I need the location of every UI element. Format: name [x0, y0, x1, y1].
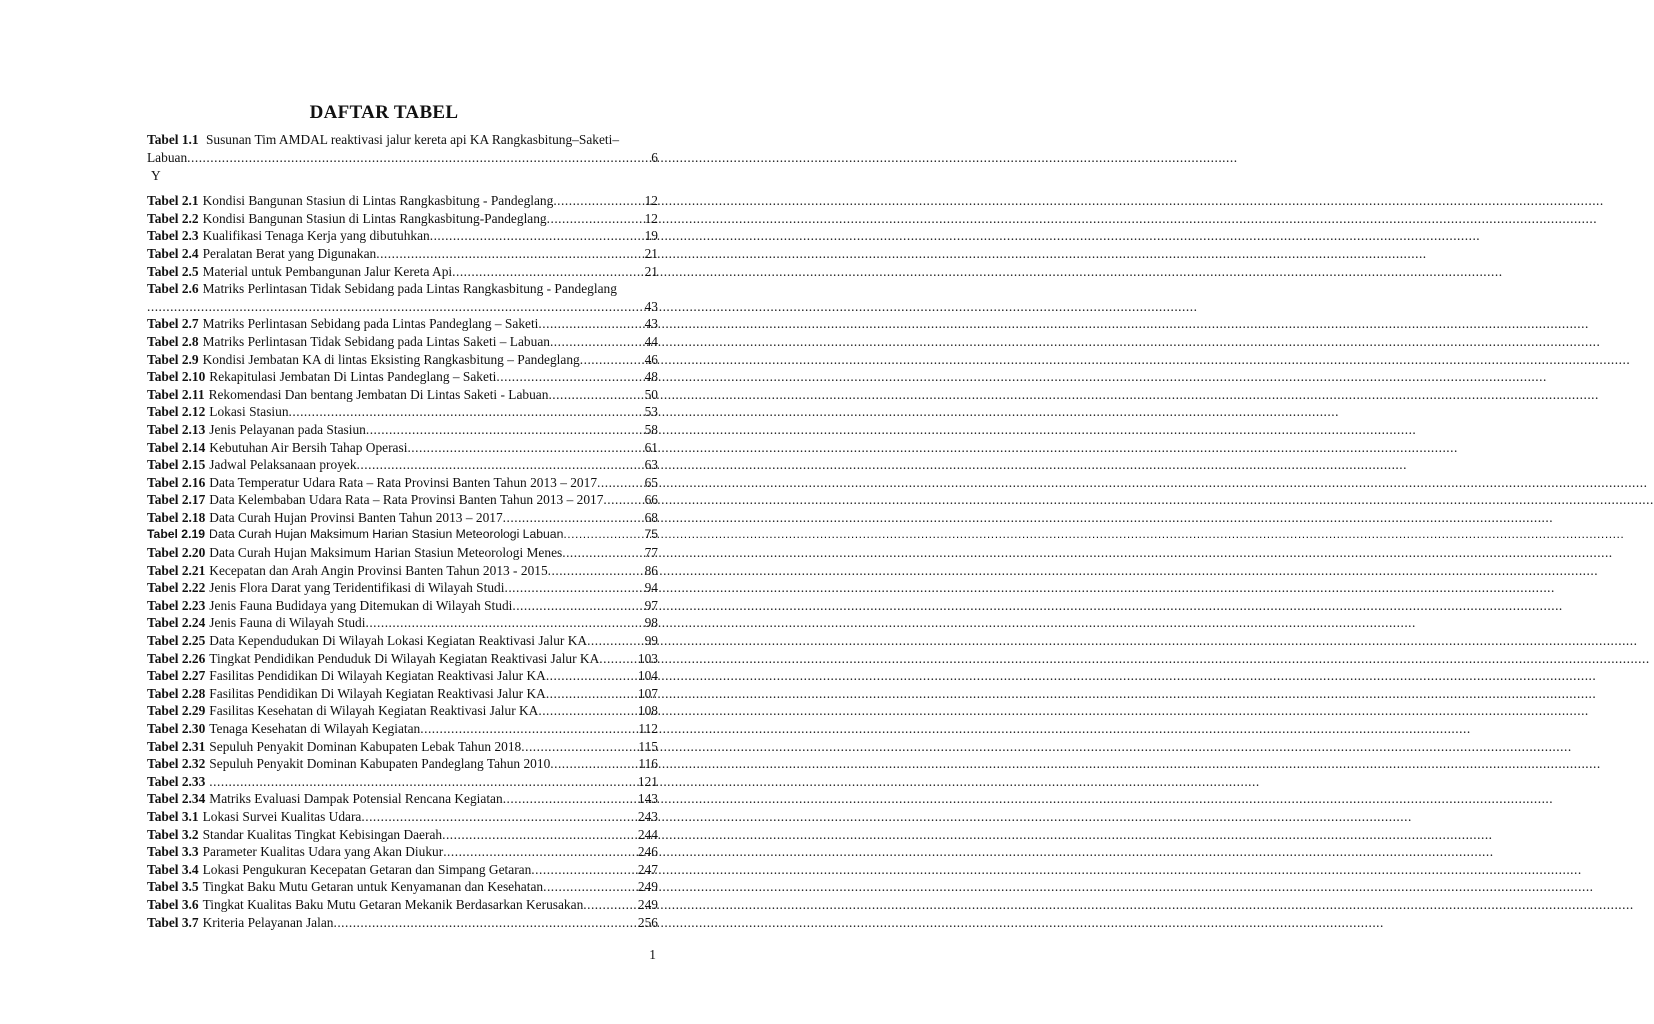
toc-entry — [147, 351, 658, 369]
toc-entry-page: 6 — [651, 149, 658, 165]
toc-entry-page: 97 — [644, 597, 658, 613]
toc-entry-list — [147, 192, 658, 931]
toc-entry-page: 108 — [637, 703, 658, 719]
toc-entry — [147, 192, 658, 210]
toc-entry-label: Tabel 2.24 — [147, 615, 206, 631]
toc-entry-text: Data Kelembaban Udara Rata – Rata Provinsi Banten Tahun 2013 – 2017 — [209, 492, 604, 508]
page-number: 1 — [649, 947, 656, 962]
toc-entry-label: Tabel 2.8 — [147, 333, 199, 349]
dot-leader — [357, 456, 644, 474]
toc-entry-label: Tabel 2.6 — [147, 281, 199, 297]
toc-entry-page: 48 — [644, 369, 658, 385]
toc-entry-page: 115 — [638, 738, 658, 754]
toc-entry-text: Kondisi Bangunan Stasiun di Lintas Rangkasbitung - Pandeglang — [202, 193, 554, 209]
toc-entry-page: 94 — [644, 580, 658, 596]
toc-entry — [147, 227, 658, 245]
toc-entry-text: Data Curah Hujan Maksimum Harian Stasiun Meteorologi Labuan — [209, 527, 564, 542]
toc-entry-page: 61 — [644, 439, 658, 455]
dot-leader — [563, 526, 643, 544]
toc-entry-text: Fasilitas Pendidikan Di Wilayah Kegiatan Reaktivasi Jalur KA — [209, 668, 546, 684]
toc-entry-label: Tabel 2.5 — [147, 263, 199, 279]
toc-entry-label: Tabel 2.9 — [147, 351, 199, 367]
toc-entry-page: 256 — [637, 914, 658, 930]
toc-entry-text: Jenis Flora Darat yang Teridentifikasi di Wilayah Studi — [209, 580, 505, 596]
toc-entry-page: 21 — [644, 263, 658, 279]
toc-entry-page: 53 — [644, 404, 658, 420]
toc-entry-label: Tabel 2.22 — [147, 580, 206, 596]
dot-leader — [562, 544, 643, 562]
toc-entry-label: Tabel 2.33 — [147, 773, 206, 789]
toc-entry — [147, 439, 658, 457]
dot-leader — [583, 896, 637, 914]
toc-entry-text: Sepuluh Penyakit Dominan Kabupaten Lebak Tahun 2018 — [209, 738, 522, 754]
toc-entry — [147, 702, 658, 720]
toc-entry-text: Parameter Kualitas Udara yang Akan Diukur — [202, 844, 444, 860]
toc-entry-label: Tabel 2.7 — [147, 316, 199, 332]
stray-character: Y — [151, 168, 161, 184]
toc-entry-label: Tabel 2.17 — [147, 492, 206, 508]
dot-leader — [547, 210, 644, 228]
dot-leader — [538, 702, 637, 720]
table-of-contents — [147, 131, 658, 931]
toc-entry-page: 116 — [638, 756, 658, 772]
toc-entry-text: Material untuk Pembangunan Jalur Kereta Api — [202, 263, 453, 279]
toc-entry-page: 99 — [644, 633, 658, 649]
toc-entry — [147, 210, 658, 228]
dot-leader — [209, 773, 637, 791]
toc-entry — [147, 650, 658, 668]
toc-entry-text: Rekapitulasi Jembatan Di Lintas Pandeglang – Saketi — [209, 369, 497, 385]
toc-entry — [147, 808, 658, 826]
toc-entry — [147, 386, 658, 404]
toc-entry-label: Tabel 3.2 — [147, 826, 199, 842]
toc-entry-text: Fasilitas Kesehatan di Wilayah Kegiatan Reaktivasi Jalur KA — [209, 703, 539, 719]
toc-entry-text: Peralatan Berat yang Digunakan — [202, 245, 377, 261]
toc-entry-text: Jenis Pelayanan pada Stasiun — [209, 421, 366, 437]
dot-leader — [548, 386, 643, 404]
dot-leader — [366, 421, 644, 439]
dot-leader — [597, 474, 644, 492]
toc-entry-label: Tabel 3.1 — [147, 808, 199, 824]
toc-entry-text: Tingkat Pendidikan Penduduk Di Wilayah Kegiatan Reaktivasi Jalur KA — [209, 650, 600, 666]
toc-entry — [147, 474, 658, 492]
toc-entry-page: 104 — [637, 668, 658, 684]
toc-entry-label: Tabel 2.15 — [147, 457, 206, 473]
toc-entry — [147, 861, 658, 879]
toc-entry-text: Jadwal Pelaksanaan proyek — [209, 457, 357, 473]
toc-entry — [147, 421, 658, 439]
toc-entry-label: Tabel 2.4 — [147, 245, 199, 261]
toc-entry — [147, 368, 658, 386]
dot-leader — [376, 245, 643, 263]
toc-entry-label: Tabel 2.18 — [147, 509, 206, 525]
toc-entry-text: Lokasi Pengukuran Kecepatan Getaran dan Simpang Getaran — [202, 861, 532, 877]
document-page — [0, 0, 768, 1024]
toc-entry — [147, 667, 658, 685]
toc-entry — [147, 685, 658, 703]
dot-leader — [603, 491, 643, 509]
dot-leader — [550, 333, 644, 351]
toc-entry-text-continued: Labuan — [147, 149, 188, 165]
toc-entry-continuation — [147, 149, 658, 167]
toc-entry — [147, 263, 658, 281]
toc-entry — [147, 491, 658, 509]
toc-entry-page: 249 — [637, 896, 658, 912]
toc-entry-page: 75 — [644, 527, 658, 542]
toc-entry — [147, 614, 658, 632]
toc-entry-page: 50 — [644, 386, 658, 402]
toc-entry-text: Kecepatan dan Arah Angin Provinsi Banten Tahun 2013 - 2015 — [209, 562, 548, 578]
dot-leader — [361, 808, 637, 826]
toc-entry-continuation — [147, 298, 658, 316]
toc-entry — [147, 738, 658, 756]
toc-entry-label: Tabel 2.10 — [147, 369, 206, 385]
toc-entry-page: 107 — [637, 685, 658, 701]
dot-leader — [550, 755, 637, 773]
toc-entry-page: 243 — [637, 808, 658, 824]
toc-entry — [147, 403, 658, 421]
toc-entry — [147, 526, 658, 544]
toc-entry — [147, 826, 658, 844]
dot-leader — [443, 843, 637, 861]
toc-entry-text: Tingkat Baku Mutu Getaran untuk Kenyamanan dan Kesehatan — [202, 879, 544, 895]
dot-leader — [452, 263, 643, 281]
toc-entry-text: Matriks Evaluasi Dampak Potensial Rencana Kegiatan — [209, 791, 503, 807]
toc-entry — [147, 914, 658, 932]
toc-entry-label: Tabel 2.26 — [147, 650, 206, 666]
dot-leader — [289, 403, 644, 421]
dot-leader — [407, 439, 643, 457]
toc-entry-page: 66 — [644, 492, 658, 508]
toc-entry-label: Tabel 2.12 — [147, 404, 206, 420]
dot-leader — [538, 315, 643, 333]
toc-entry-text: Kualifikasi Tenaga Kerja yang dibutuhkan — [202, 228, 430, 244]
toc-entry-label: Tabel 3.7 — [147, 914, 199, 930]
dot-leader — [580, 351, 644, 369]
dot-leader — [187, 149, 650, 167]
toc-entry-text: Kebutuhan Air Bersih Tahap Operasi — [209, 439, 408, 455]
toc-entry-page: 112 — [638, 721, 658, 736]
dot-leader — [504, 579, 643, 597]
toc-entry — [147, 896, 658, 914]
toc-entry-page: 21 — [644, 245, 658, 261]
toc-entry-text: Tenaga Kesehatan di Wilayah Kegiatan — [209, 721, 421, 736]
toc-entry-text: Fasilitas Pendidikan Di Wilayah Kegiatan Reaktivasi Jalur KA — [209, 685, 546, 701]
toc-entry-page: 246 — [637, 844, 658, 860]
dot-leader — [531, 861, 637, 879]
toc-entry-text: Kondisi Bangunan Stasiun di Lintas Rangkasbitung-Pandeglang — [202, 210, 547, 226]
toc-entry-text: Data Kependudukan Di Wilayah Lokasi Kegiatan Reaktivasi Jalur KA — [209, 633, 588, 649]
dot-leader — [553, 192, 643, 210]
toc-entry-page: 46 — [644, 351, 658, 367]
toc-entry-page: 43 — [644, 298, 658, 314]
toc-entry — [147, 245, 658, 263]
toc-entry-text: Sepuluh Penyakit Dominan Kabupaten Pandeglang Tahun 2010 — [209, 756, 551, 772]
toc-entry — [147, 509, 658, 527]
toc-entry — [147, 755, 658, 773]
toc-entry-page: 244 — [637, 826, 658, 842]
toc-entry-text: Data Curah Hujan Maksimum Harian Stasiun Meteorologi Menes — [209, 545, 563, 561]
page-title: DAFTAR TABEL — [309, 102, 459, 123]
dot-leader — [430, 227, 644, 245]
toc-entry-page: 43 — [644, 316, 658, 332]
toc-entry-page: 86 — [644, 562, 658, 578]
toc-entry-page: 143 — [637, 791, 658, 807]
toc-entry-text: Susunan Tim AMDAL reaktivasi jalur kereta api KA Rangkasbitung–Saketi– — [205, 132, 620, 147]
toc-entry-label: Tabel 2.1 — [147, 193, 199, 209]
toc-entry-text: Kondisi Jembatan KA di lintas Eksisting Rangkasbitung – Pandeglang — [202, 351, 580, 367]
toc-entry-page: 63 — [644, 457, 658, 473]
toc-entry-label: Tabel 3.5 — [147, 879, 199, 895]
toc-entry-page: 12 — [644, 210, 658, 226]
dot-leader — [496, 368, 643, 386]
toc-entry-page: 12 — [644, 193, 658, 209]
toc-entry-first — [147, 131, 658, 149]
toc-entry-page: 19 — [644, 228, 658, 244]
toc-entry — [147, 562, 658, 580]
toc-entry-page: 58 — [644, 421, 658, 437]
toc-entry-label: Tabel 2.31 — [147, 738, 206, 754]
dot-leader — [147, 298, 644, 316]
toc-entry — [147, 878, 658, 896]
toc-entry-label: Tabel 2.34 — [147, 791, 206, 807]
dot-leader — [543, 878, 637, 896]
toc-entry-label: Tabel 2.19 — [147, 527, 206, 542]
toc-entry — [147, 843, 658, 861]
dot-leader — [521, 738, 637, 756]
toc-entry-label: Tabel 2.20 — [147, 545, 206, 561]
toc-entry-page: 247 — [637, 861, 658, 877]
toc-entry-label: Tabel 3.6 — [147, 896, 199, 912]
toc-entry — [147, 790, 658, 808]
toc-entry-label: Tabel 3.4 — [147, 861, 199, 877]
toc-entry — [147, 597, 658, 615]
toc-entry-label: Tabel 2.23 — [147, 597, 206, 613]
toc-entry-label: Tabel 2.21 — [147, 562, 206, 578]
dot-leader — [442, 826, 637, 844]
toc-entry-text: Lokasi Survei Kualitas Udara — [202, 808, 362, 824]
toc-entry-text: Jenis Fauna di Wilayah Studi — [209, 615, 366, 631]
toc-entry-page: 44 — [644, 333, 658, 349]
toc-entry-text: Tingkat Kualitas Baku Mutu Getaran Mekanik Berdasarkan Kerusakan — [202, 896, 584, 912]
toc-entry-page: 77 — [644, 545, 658, 561]
dot-leader — [503, 509, 644, 527]
toc-entry-page: 103 — [637, 650, 658, 666]
toc-entry-label: Tabel 2.25 — [147, 633, 206, 649]
toc-entry-label: Tabel 2.13 — [147, 421, 206, 437]
toc-entry — [147, 456, 658, 474]
toc-entry-label: Tabel 2.28 — [147, 685, 206, 701]
dot-leader — [512, 597, 643, 615]
toc-entry-text: Standar Kualitas Tingkat Kebisingan Daerah — [202, 826, 443, 842]
toc-entry-text: Jenis Fauna Budidaya yang Ditemukan di Wilayah Studi — [209, 597, 513, 613]
dot-leader — [587, 632, 644, 650]
toc-entry-label: Tabel 2.27 — [147, 668, 206, 684]
dot-leader — [333, 914, 636, 932]
toc-entry — [147, 315, 658, 333]
dot-leader — [599, 650, 637, 668]
toc-entry — [147, 333, 658, 351]
dot-leader — [365, 614, 643, 632]
toc-entry — [147, 773, 658, 791]
dot-leader — [503, 790, 637, 808]
toc-entry-label: Tabel 2.2 — [147, 210, 199, 226]
toc-entry-label: Tabel 2.3 — [147, 228, 199, 244]
dot-leader — [548, 562, 644, 580]
toc-entry-text: Matriks Perlintasan Tidak Sebidang pada Lintas Rangkasbitung - Pandeglang — [202, 281, 617, 297]
toc-entry-page: 65 — [644, 474, 658, 490]
dot-leader — [546, 685, 637, 703]
dot-leader — [546, 667, 637, 685]
toc-entry-text: Lokasi Stasiun — [209, 404, 289, 420]
toc-entry-label: Tabel 2.30 — [147, 721, 206, 736]
toc-entry — [147, 544, 658, 562]
toc-entry — [147, 280, 658, 298]
toc-entry-page: 68 — [644, 509, 658, 525]
toc-entry-page: 249 — [637, 879, 658, 895]
toc-entry-label: Tabel 2.14 — [147, 439, 206, 455]
toc-entry — [147, 720, 658, 738]
toc-entry-page: 98 — [644, 615, 658, 631]
toc-entry-text: Matriks Perlintasan Sebidang pada Lintas Pandeglang – Saketi — [202, 316, 539, 332]
toc-entry-text: Data Curah Hujan Provinsi Banten Tahun 2013 – 2017 — [209, 509, 503, 525]
toc-entry-label: Tabel 2.16 — [147, 474, 206, 490]
toc-entry-label: Tabel 1.1 — [147, 132, 199, 147]
toc-entry-label: Tabel 2.29 — [147, 703, 206, 719]
toc-entry — [147, 632, 658, 650]
toc-entry-page: 121 — [637, 773, 658, 789]
toc-entry-label: Tabel 3.3 — [147, 844, 199, 860]
toc-entry — [147, 579, 658, 597]
dot-leader — [420, 720, 637, 738]
toc-entry-text: Data Temperatur Udara Rata – Rata Provinsi Banten Tahun 2013 – 2017 — [209, 474, 598, 490]
toc-entry-text: Rekomendasi Dan bentang Jembatan Di Lintas Saketi - Labuan — [208, 386, 549, 402]
toc-entry-text: Matriks Perlintasan Tidak Sebidang pada Lintas Saketi – Labuan — [202, 333, 550, 349]
toc-entry-label: Tabel 2.32 — [147, 756, 206, 772]
toc-entry-label: Tabel 2.11 — [147, 386, 205, 402]
toc-entry-text: Kriteria Pelayanan Jalan — [202, 914, 334, 930]
